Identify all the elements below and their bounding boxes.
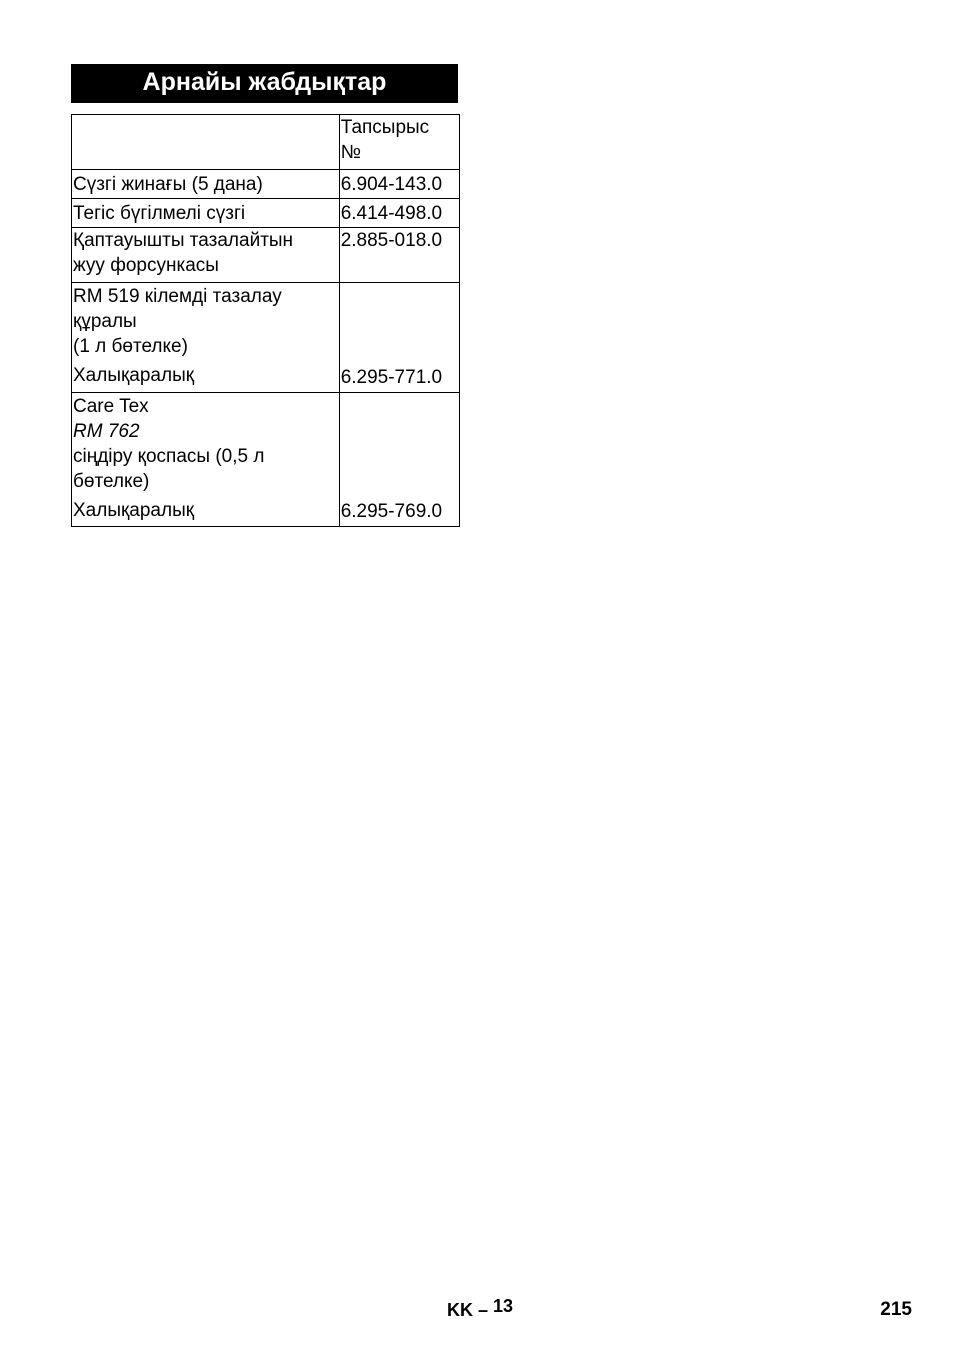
row-name-cell bbox=[72, 199, 340, 228]
row-order-no-cell bbox=[339, 393, 459, 527]
header-name-cell bbox=[72, 115, 340, 170]
row-name-line: (1 л бөтелке) bbox=[73, 336, 188, 357]
row-name-cell bbox=[72, 393, 340, 527]
row-order-no-cell: 6.904-143.0 bbox=[339, 170, 459, 199]
header-order-no-cell bbox=[339, 115, 459, 170]
accessories-table bbox=[71, 114, 460, 527]
row-name-cell bbox=[72, 283, 340, 393]
header-order-no-line1: Тапсырыс bbox=[340, 117, 430, 138]
page-number: 215 bbox=[880, 1299, 912, 1320]
section-title: Арнайы жабдықтар bbox=[71, 64, 458, 103]
row-order-no-cell: 2.885-018.0 bbox=[339, 228, 459, 283]
row-name-line: Халықаралық bbox=[73, 365, 195, 386]
row-order-no-cell: 6.414-498.0 bbox=[339, 199, 459, 228]
row-name-line: жуу форсункасы bbox=[73, 255, 219, 276]
table-row bbox=[72, 228, 460, 283]
row-order-no: 6.295-771.0 bbox=[340, 367, 443, 388]
row-name-line: RM 762 bbox=[73, 421, 140, 442]
row-name-line: бөтелке) bbox=[73, 471, 150, 492]
row-name-line: Қаптауышты тазалайтын bbox=[73, 230, 294, 251]
row-order-no-cell bbox=[339, 283, 459, 393]
footer-section-page bbox=[447, 1296, 514, 1320]
table-header-row bbox=[72, 115, 460, 170]
row-name-line: Тегіс бүгілмелі сүзгі bbox=[73, 203, 246, 224]
row-name-cell bbox=[72, 170, 340, 199]
row-name-line: Сүзгі жинағы (5 дана) bbox=[73, 174, 263, 195]
table-row bbox=[72, 283, 460, 393]
footer-section-number: 13 bbox=[493, 1296, 514, 1316]
footer-lang: KK bbox=[447, 1300, 473, 1320]
row-name-line: сіңдіру қоспасы (0,5 л bbox=[73, 446, 265, 467]
footer-dash: – bbox=[478, 1300, 489, 1320]
table-row bbox=[72, 393, 460, 527]
header-order-no-line2: № bbox=[340, 142, 362, 163]
row-name-line: Халықаралық bbox=[73, 500, 195, 521]
row-name-line: құралы bbox=[73, 311, 137, 332]
row-order-no: 6.295-769.0 bbox=[340, 501, 443, 522]
table-row bbox=[72, 170, 460, 199]
row-name-line: RM 519 кілемді тазалау bbox=[73, 286, 282, 307]
table-row bbox=[72, 199, 460, 228]
row-name-line: Care Tex bbox=[73, 396, 149, 417]
row-name-cell bbox=[72, 228, 340, 283]
